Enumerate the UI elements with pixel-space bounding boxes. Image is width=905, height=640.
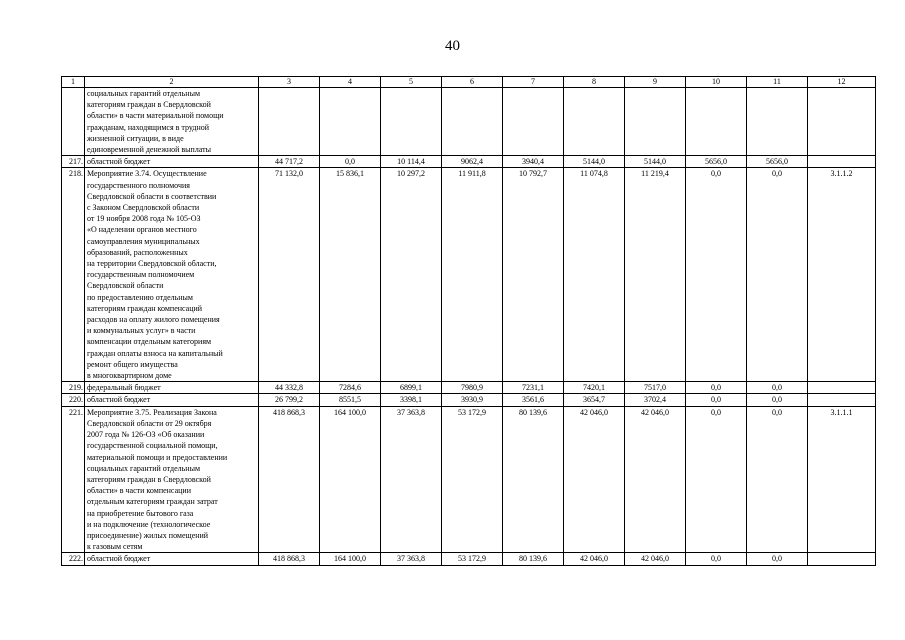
- value-cell: 9062,4: [442, 156, 503, 168]
- value-cell: [747, 88, 808, 156]
- row-number-cell: 220.: [62, 394, 85, 406]
- description-cell: областной бюджет: [85, 553, 259, 565]
- value-cell: [564, 88, 625, 156]
- value-cell: 7517,0: [625, 382, 686, 394]
- value-cell: [503, 88, 564, 156]
- value-cell: 0,0: [686, 406, 747, 553]
- value-cell: 10 114,4: [381, 156, 442, 168]
- value-cell: 7284,6: [320, 382, 381, 394]
- column-header: 1: [62, 77, 85, 88]
- value-cell: 42 046,0: [625, 406, 686, 553]
- value-cell: 3654,7: [564, 394, 625, 406]
- column-header: 11: [747, 77, 808, 88]
- value-cell: 26 799,2: [259, 394, 320, 406]
- value-cell: 42 046,0: [564, 553, 625, 565]
- row-number-cell: 221.: [62, 406, 85, 553]
- value-cell: [259, 88, 320, 156]
- page-number: 40: [445, 38, 460, 54]
- value-cell: 5144,0: [625, 156, 686, 168]
- table-row: [62, 553, 876, 565]
- value-cell: 15 836,1: [320, 168, 381, 382]
- column-header: 3: [259, 77, 320, 88]
- value-cell: 53 172,9: [442, 553, 503, 565]
- value-cell: [686, 88, 747, 156]
- table-row: [62, 406, 876, 553]
- value-cell: 80 139,6: [503, 406, 564, 553]
- column-header: 8: [564, 77, 625, 88]
- value-cell: 7420,1: [564, 382, 625, 394]
- table-body: [62, 88, 876, 566]
- value-cell: [625, 88, 686, 156]
- value-cell: 0,0: [747, 406, 808, 553]
- value-cell: 0,0: [747, 553, 808, 565]
- description-cell: социальных гарантий отдельным категориям граждан в Свердловской области» в части материальной помощи гражданам, находящимся в трудной жизненной ситуации, в виде единовременной денежной выплаты: [85, 88, 259, 156]
- value-cell: 0,0: [747, 394, 808, 406]
- value-cell: 11 911,8: [442, 168, 503, 382]
- value-cell: 7231,1: [503, 382, 564, 394]
- table-header-row: [62, 77, 876, 88]
- value-cell: 0,0: [747, 382, 808, 394]
- value-cell: 10 792,7: [503, 168, 564, 382]
- value-cell: 53 172,9: [442, 406, 503, 553]
- value-cell: 5656,0: [747, 156, 808, 168]
- target-code-cell: [808, 394, 876, 406]
- description-cell: Мероприятие 3.75. Реализация Закона Свердловской области от 29 октября 2007 года № 126-ОЗ «Об оказании государственной социальной помощи, материальной помощи и предоставлении социальных гарантий отдельным категориям граждан в Свердловской области» в части компенсации отдельным категориям граждан затрат на приобретение бытового газа и на подключение (технологическое присоединение) жилых помещений к газовым сетям: [85, 406, 259, 553]
- value-cell: 0,0: [686, 382, 747, 394]
- value-cell: 0,0: [747, 168, 808, 382]
- value-cell: 164 100,0: [320, 406, 381, 553]
- value-cell: [442, 88, 503, 156]
- column-header: 9: [625, 77, 686, 88]
- target-code-cell: [808, 382, 876, 394]
- value-cell: 5144,0: [564, 156, 625, 168]
- column-header: 7: [503, 77, 564, 88]
- description-cell: областной бюджет: [85, 394, 259, 406]
- value-cell: 3940,4: [503, 156, 564, 168]
- description-cell: Мероприятие 3.74. Осуществление государственного полномочия Свердловской области в соответствии с Законом Свердловской области от 19 ноября 2008 года № 105-ОЗ «О наделении органов местного самоуправления муниципальных образований, расположенных на территории Свердловской области, государственным полномочием Свердловской области по предоставлению отдельным категориям граждан компенсаций расходов на оплату жилого помещения и коммунальных услуг» в части компенсации отдельным категориям граждан оплаты взноса на капитальный ремонт общего имущества в многоквартирном доме: [85, 168, 259, 382]
- target-code-cell: 3.1.1.2: [808, 168, 876, 382]
- value-cell: 44 717,2: [259, 156, 320, 168]
- table-row: [62, 382, 876, 394]
- value-cell: 37 363,8: [381, 406, 442, 553]
- value-cell: 0,0: [686, 553, 747, 565]
- column-header: 4: [320, 77, 381, 88]
- column-header: 2: [85, 77, 259, 88]
- column-header: 6: [442, 77, 503, 88]
- value-cell: 80 139,6: [503, 553, 564, 565]
- column-header: 5: [381, 77, 442, 88]
- value-cell: 44 332,8: [259, 382, 320, 394]
- value-cell: 5656,0: [686, 156, 747, 168]
- budget-table: [61, 76, 876, 566]
- target-code-cell: [808, 156, 876, 168]
- table-row: [62, 156, 876, 168]
- value-cell: 3561,6: [503, 394, 564, 406]
- value-cell: 42 046,0: [564, 406, 625, 553]
- value-cell: [381, 88, 442, 156]
- row-number-cell: 222.: [62, 553, 85, 565]
- value-cell: 6899,1: [381, 382, 442, 394]
- value-cell: 0,0: [686, 394, 747, 406]
- row-number-cell: [62, 88, 85, 156]
- row-number-cell: 219.: [62, 382, 85, 394]
- value-cell: 11 219,4: [625, 168, 686, 382]
- table-row: [62, 168, 876, 382]
- row-number-cell: 217.: [62, 156, 85, 168]
- value-cell: 3930,9: [442, 394, 503, 406]
- value-cell: 42 046,0: [625, 553, 686, 565]
- value-cell: 8551,5: [320, 394, 381, 406]
- value-cell: 11 074,8: [564, 168, 625, 382]
- value-cell: 37 363,8: [381, 553, 442, 565]
- description-cell: областной бюджет: [85, 156, 259, 168]
- target-code-cell: [808, 553, 876, 565]
- row-number-cell: 218.: [62, 168, 85, 382]
- description-cell: федеральный бюджет: [85, 382, 259, 394]
- column-header: 12: [808, 77, 876, 88]
- value-cell: 3398,1: [381, 394, 442, 406]
- value-cell: [320, 88, 381, 156]
- value-cell: 71 132,0: [259, 168, 320, 382]
- column-header: 10: [686, 77, 747, 88]
- target-code-cell: 3.1.1.1: [808, 406, 876, 553]
- value-cell: 7980,9: [442, 382, 503, 394]
- value-cell: 418 868,3: [259, 406, 320, 553]
- value-cell: 3702,4: [625, 394, 686, 406]
- table-row: [62, 88, 876, 156]
- value-cell: 10 297,2: [381, 168, 442, 382]
- value-cell: 0,0: [686, 168, 747, 382]
- value-cell: 164 100,0: [320, 553, 381, 565]
- value-cell: 0,0: [320, 156, 381, 168]
- target-code-cell: [808, 88, 876, 156]
- table-row: [62, 394, 876, 406]
- value-cell: 418 868,3: [259, 553, 320, 565]
